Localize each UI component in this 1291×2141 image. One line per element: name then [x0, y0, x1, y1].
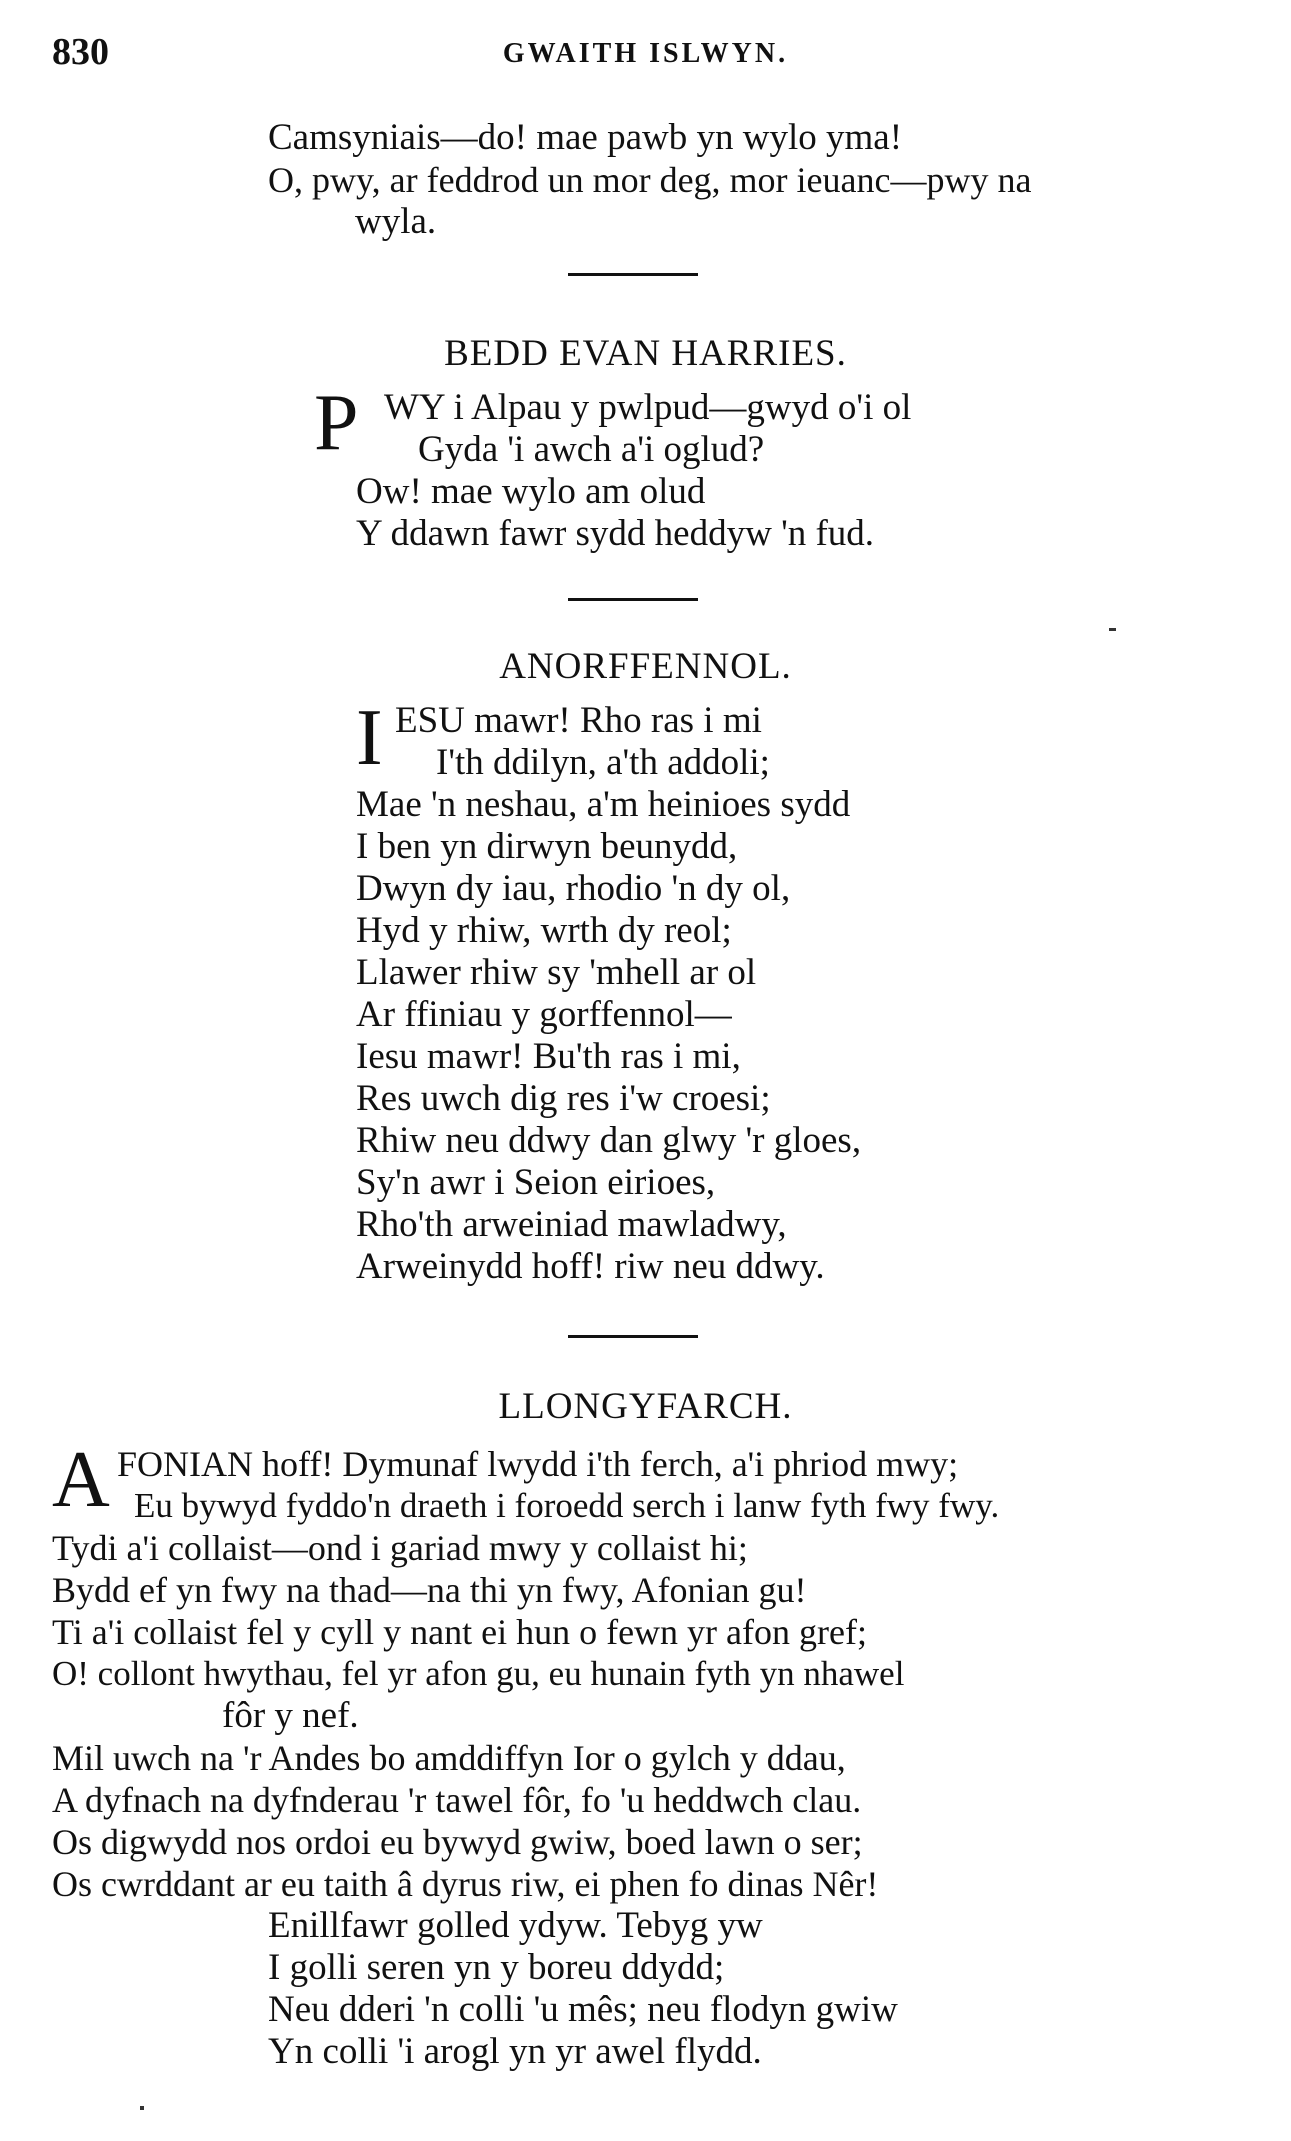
poem-line: wyla. [355, 201, 437, 242]
poem-line: ESU mawr! Rho ras i mi [395, 700, 762, 741]
poem-title: BEDD EVAN HARRIES. [444, 333, 847, 374]
poem-line: Camsyniais—do! mae pawb yn wylo yma! [268, 117, 903, 158]
section-divider [568, 598, 698, 601]
section-divider [568, 273, 698, 276]
poem-line: Arweinydd hoff! riw neu ddwy. [356, 1246, 825, 1287]
poem-line: Neu dderi 'n colli 'u mês; neu flodyn gwiw [268, 1989, 898, 2030]
poem-line: Tydi a'i collaist—ond i gariad mwy y collaist hi; [52, 1528, 748, 1568]
running-head: GWAITH ISLWYN. [502, 38, 789, 69]
poem-line: Enillfawr golled ydyw. Tebyg yw [268, 1905, 763, 1946]
poem-line: Ow! mae wylo am olud [356, 471, 706, 512]
drop-cap: P [314, 379, 359, 467]
poem-line: Rhiw neu ddwy dan glwy 'r gloes, [356, 1120, 862, 1161]
poem-line: Os cwrddant ar eu taith â dyrus riw, ei phen fo dinas Nêr! [52, 1864, 879, 1904]
page-number: 830 [52, 31, 109, 73]
poem-line: Iesu mawr! Bu'th ras i mi, [356, 1036, 741, 1077]
poem-line: Eu bywyd fyddo'n draeth i foroedd serch i lanw fyth fwy fwy. [134, 1486, 1000, 1525]
print-speck [1109, 628, 1116, 631]
drop-cap: I [356, 694, 383, 782]
poem-line: Res uwch dig res i'w croesi; [356, 1078, 771, 1119]
poem-line: Dwyn dy iau, rhodio 'n dy ol, [356, 868, 791, 909]
poem-line: Ar ffiniau y gorffennol— [356, 994, 732, 1035]
poem-title: ANORFFENNOL. [499, 646, 792, 687]
poem-line: O! collont hwythau, fel yr afon gu, eu hunain fyth yn nhawel [52, 1654, 905, 1693]
poem-line: Mae 'n neshau, a'm heinioes sydd [356, 784, 851, 825]
poem-line: Sy'n awr i Seion eirioes, [356, 1162, 716, 1203]
poem-line: Os digwydd nos ordoi eu bywyd gwiw, boed lawn o ser; [52, 1822, 863, 1862]
poem-line: Rho'th arweiniad mawladwy, [356, 1204, 787, 1245]
poem-line: Yn colli 'i arogl yn yr awel flydd. [268, 2031, 762, 2072]
poem-line: A dyfnach na dyfnderau 'r tawel fôr, fo 'u heddwch clau. [52, 1780, 862, 1820]
poem-line: WY i Alpau y pwlpud—gwyd o'i ol [384, 387, 912, 428]
poem-line: Gyda 'i awch a'i oglud? [418, 429, 765, 470]
poem-line: FONIAN hoff! Dymunaf lwydd i'th ferch, a'i phriod mwy; [117, 1444, 959, 1484]
poem-line: Ti a'i collaist fel y cyll y nant ei hun o fewn yr afon gref; [52, 1612, 867, 1652]
poem-line: I ben yn dirwyn beunydd, [356, 826, 738, 867]
poem-line: fôr y nef. [222, 1695, 359, 1736]
section-divider [568, 1335, 698, 1338]
drop-cap: A [52, 1436, 110, 1524]
poem-line: Llawer rhiw sy 'mhell ar ol [356, 952, 757, 993]
poem-line: Bydd ef yn fwy na thad—na thi yn fwy, Afonian gu! [52, 1570, 807, 1610]
poem-title: LLONGYFARCH. [498, 1386, 793, 1427]
poem-line: I golli seren yn y boreu ddydd; [268, 1947, 725, 1988]
poem-line: O, pwy, ar feddrod un mor deg, mor ieuanc—pwy na [268, 160, 1032, 200]
poem-line: Y ddawn fawr sydd heddyw 'n fud. [356, 513, 875, 554]
poem-line: Mil uwch na 'r Andes bo amddiffyn Ior o gylch y ddau, [52, 1738, 846, 1778]
print-speck [140, 2106, 144, 2110]
poem-line: Hyd y rhiw, wrth dy reol; [356, 910, 732, 951]
poem-line: I'th ddilyn, a'th addoli; [436, 742, 770, 783]
